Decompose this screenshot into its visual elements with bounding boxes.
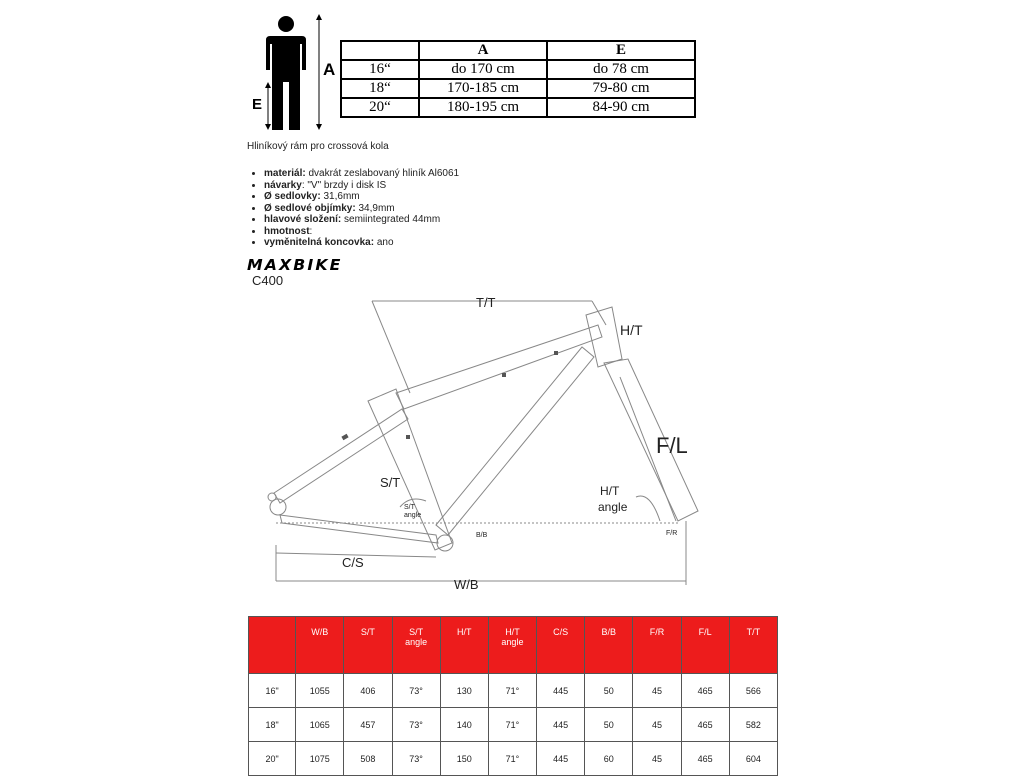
spec-key: vyměnitelná koncovka: [264, 237, 375, 248]
size-table-header-cell [341, 41, 419, 60]
person-silhouette-icon [258, 12, 328, 132]
geometry-cell: 45 [633, 708, 681, 742]
brand-logo: MAXBIKE [247, 256, 343, 274]
geometry-cell: 150 [440, 742, 488, 776]
size-cell: 18“ [341, 79, 419, 98]
st-angle-label-1: S/T [404, 504, 415, 511]
geometry-header-cell [585, 617, 633, 674]
cs-label: C/S [342, 555, 364, 570]
chain-stay-shape [280, 515, 438, 543]
height-cell: 180-195 cm [419, 98, 547, 117]
geometry-header-cell [537, 617, 585, 674]
st-label: S/T [380, 475, 401, 490]
spec-value: ano [374, 237, 394, 248]
geometry-cell: 406 [344, 674, 392, 708]
geometry-cell: 1055 [296, 674, 344, 708]
spec-value: semiintegrated 44mm [341, 214, 441, 225]
header-line-1: F/R [649, 627, 665, 637]
header-line-1: H/T [457, 627, 472, 637]
geometry-cell: 445 [537, 708, 585, 742]
geometry-cell: 73° [392, 708, 440, 742]
geometry-cell: 45 [633, 674, 681, 708]
list-item [264, 226, 459, 238]
geometry-cell: 50 [585, 674, 633, 708]
wb-label: W/B [454, 577, 479, 592]
geometry-cell: 71° [488, 708, 536, 742]
table-row [341, 79, 695, 98]
spec-key: hlavové složení: [264, 214, 342, 225]
spec-value: dvakrát zeslabovaný hliník Al6061 [305, 168, 460, 179]
header-line-2: angle [501, 637, 524, 647]
geometry-cell: 1075 [296, 742, 344, 776]
inseam-cell: do 78 cm [547, 60, 695, 79]
spec-key: Ø sedlovky: [264, 191, 321, 202]
label-e: E [252, 96, 263, 113]
fr-label: F/R [666, 530, 678, 537]
spec-list [248, 168, 459, 249]
spec-value: 31,6mm [320, 191, 360, 202]
geometry-header-cell [344, 617, 392, 674]
geometry-header-cell [729, 617, 777, 674]
height-cell: 170-185 cm [419, 79, 547, 98]
frame-description: Hliníkový rám pro crossová kola [247, 141, 389, 152]
ht-label: H/T [620, 322, 643, 338]
geometry-cell: 465 [681, 742, 729, 776]
size-table-header-row [341, 41, 695, 60]
geometry-cell: 582 [729, 708, 777, 742]
geometry-cell: 16" [249, 674, 296, 708]
frame-geometry-diagram [240, 285, 710, 595]
table-row [249, 708, 778, 742]
geometry-cell: 140 [440, 708, 488, 742]
header-line-1: S/T [409, 627, 424, 637]
geometry-cell: 45 [633, 742, 681, 776]
geometry-cell: 1065 [296, 708, 344, 742]
fl-label: F/L [656, 433, 688, 458]
geometry-cell: 20" [249, 742, 296, 776]
table-row [341, 98, 695, 117]
spec-key: materiál: [264, 168, 306, 179]
geometry-header-cell [681, 617, 729, 674]
geometry-cell: 457 [344, 708, 392, 742]
inseam-cell: 79-80 cm [547, 79, 695, 98]
geometry-cell: 604 [729, 742, 777, 776]
geometry-header-cell [440, 617, 488, 674]
geometry-header-cell [488, 617, 536, 674]
geometry-cell: 18" [249, 708, 296, 742]
size-table-header-cell: A [419, 41, 547, 60]
spec-key: Ø sedlové objímky: [264, 202, 356, 214]
geometry-cell: 73° [392, 742, 440, 776]
geometry-cell: 508 [344, 742, 392, 776]
header-line-1: S/T [360, 627, 375, 637]
table-row [341, 60, 695, 79]
list-item [264, 237, 459, 249]
ht-angle-label-1: H/T [600, 484, 620, 498]
geometry-cell: 50 [585, 708, 633, 742]
inseam-cell: 84-90 cm [547, 98, 695, 117]
size-cell: 16“ [341, 60, 419, 79]
header-line-1: B/B [601, 627, 617, 637]
list-item [264, 180, 459, 192]
st-angle-label-2: angle [404, 512, 422, 519]
spec-value: : "V" brzdy i disk IS [301, 179, 387, 191]
list-item [264, 191, 459, 203]
geometry-header-cell [633, 617, 681, 674]
bottom-bracket [437, 535, 453, 551]
geometry-cell: 71° [488, 674, 536, 708]
geometry-cell: 445 [537, 742, 585, 776]
ht-angle-label-2: angle [598, 500, 628, 514]
size-guide-table [340, 40, 696, 118]
model-name: C400 [252, 273, 284, 288]
label-a: A [323, 60, 336, 79]
geometry-cell: 60 [585, 742, 633, 776]
spec-value: : [309, 225, 313, 237]
list-item [264, 168, 459, 180]
bb-label: B/B [476, 532, 488, 539]
header-line-1: T/T [746, 627, 761, 637]
height-cell: do 170 cm [419, 60, 547, 79]
header-line-2: angle [405, 637, 428, 647]
table-row [249, 742, 778, 776]
header-line-1: W/B [311, 627, 329, 637]
geometry-cell: 73° [392, 674, 440, 708]
down-tube-shape [436, 347, 594, 535]
spec-key: návarky [264, 179, 302, 191]
geometry-header-cell [249, 617, 296, 674]
geometry-cell: 445 [537, 674, 585, 708]
list-item [264, 214, 459, 226]
spec-value: 34,9mm [355, 202, 395, 214]
spec-key: hmotnost [264, 225, 310, 237]
table-row [249, 674, 778, 708]
seat-tube-shape [368, 389, 452, 550]
geometry-cell: 465 [681, 674, 729, 708]
head-tube-shape [586, 307, 622, 367]
geometry-table [248, 616, 778, 776]
size-table-header-cell: E [547, 41, 695, 60]
geometry-header-cell [296, 617, 344, 674]
geometry-cell: 71° [488, 742, 536, 776]
geometry-header-row [249, 617, 778, 674]
geometry-cell: 130 [440, 674, 488, 708]
top-tube-shape [396, 325, 602, 409]
geometry-header-cell [392, 617, 440, 674]
header-line-1: H/T [505, 627, 520, 637]
tt-label: T/T [476, 295, 496, 310]
header-line-1: F/L [698, 627, 712, 637]
size-cell: 20“ [341, 98, 419, 117]
geometry-cell: 566 [729, 674, 777, 708]
geometry-cell: 465 [681, 708, 729, 742]
list-item [264, 203, 459, 215]
header-line-1: C/S [553, 627, 569, 637]
